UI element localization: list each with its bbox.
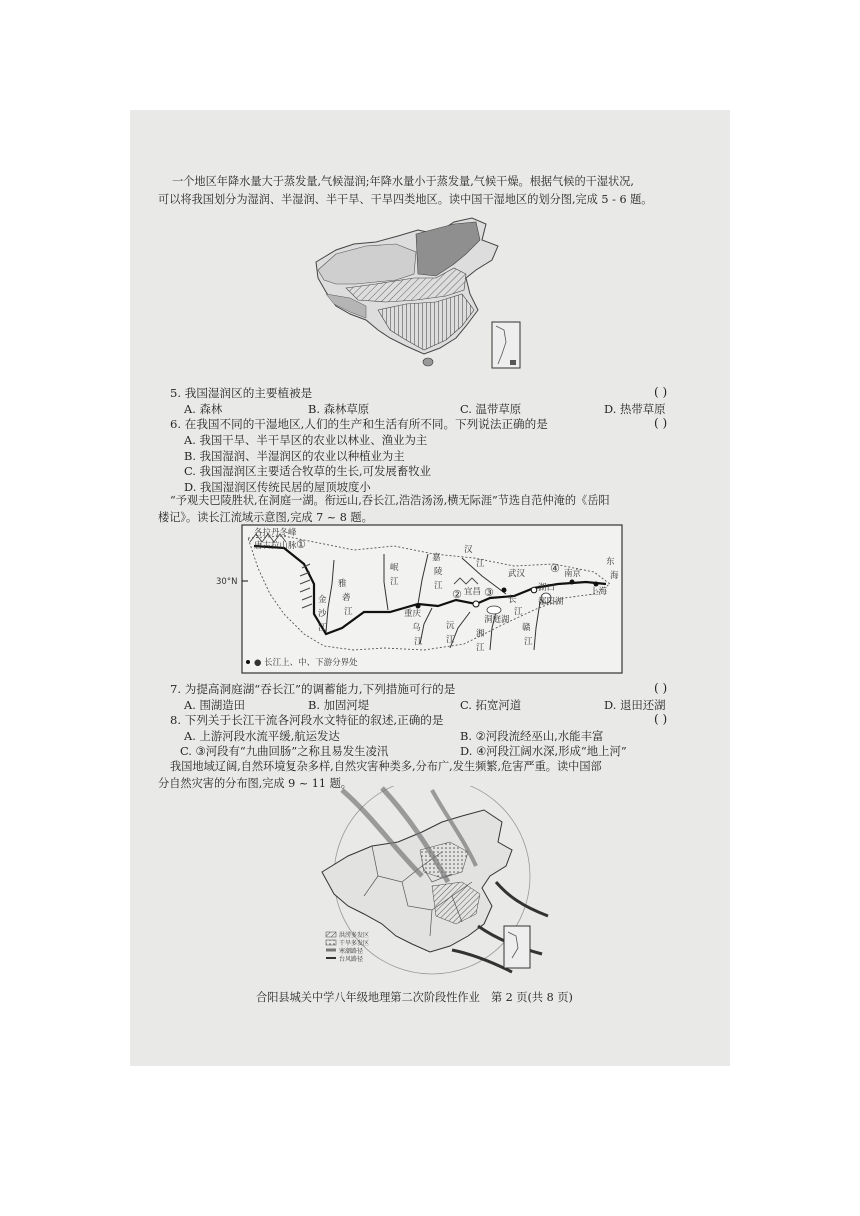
passage2-line2: 楼记》。读长江流域示意图,完成 7 ~ 8 题。 (158, 511, 373, 524)
label-yuan-2: 江 (446, 635, 455, 645)
legend-swatch-flood (326, 932, 336, 937)
hukou-dot (531, 587, 537, 593)
yichang-dot (473, 601, 479, 607)
label-xiang-2: 江 (476, 643, 485, 653)
q6-option-a: A. 我国干旱、半干旱区的农业以林业、渔业为主 (184, 433, 428, 447)
label-wuhan: 武汉 (508, 569, 526, 579)
label-chongqing: 重庆 (404, 609, 422, 619)
label-dongting: 洞庭湖 (484, 615, 510, 625)
label-donghai-2: 海 (610, 571, 619, 581)
q5-option-a: A. 森林 (184, 402, 223, 416)
passage1-line2: 可以将我国划分为湿润、半湿润、半干旱、干旱四类地区。读中国干湿地区的划分图,完成 5 - 6 题。 (158, 193, 653, 206)
q7-option-b: B. 加固河堤 (308, 698, 370, 712)
label-yuan-1: 沅 (446, 621, 455, 631)
legend-dot (246, 660, 250, 664)
q5-stem: 5. 我国湿润区的主要植被是 (170, 386, 313, 400)
label-wu-2: 江 (414, 637, 423, 647)
label-han-2: 江 (476, 559, 485, 569)
label-xiang-1: 湘 (476, 629, 485, 639)
q7-answer-paren: ( ) (654, 681, 668, 695)
label-jinsha-1: 金 (318, 595, 327, 605)
inset-scale (510, 360, 516, 365)
label-section-1: ① (296, 538, 306, 551)
map-legend: ● 长江上、中、下游分界处 (254, 658, 358, 668)
label-gan-2: 江 (524, 637, 533, 647)
passage2-line1: “予观夫巴陵胜状,在洞庭一湖。衔远山,吞长江,浩浩汤汤,横无际涯”节选自范仲淹的《岳阳 (170, 494, 610, 507)
wuhan-dot (502, 588, 507, 593)
yangtze-basin-map (214, 524, 624, 674)
legend-typhoon: 台风路径 (339, 956, 364, 963)
q6-option-c: C. 我国湿润区主要适合牧草的生长,可发展畜牧业 (184, 464, 431, 478)
passage3-line1: 我国地域辽阔,自然环境复杂多样,自然灾害种类多,分布广,发生频繁,危害严重。读中国部 (170, 760, 602, 773)
label-geladandong: 各拉丹冬峰 (254, 528, 297, 538)
q5-answer-paren: ( ) (654, 385, 668, 399)
typhoon-path-3 (452, 950, 512, 972)
q7-option-d: D. 退田还湖 (604, 698, 666, 712)
label-jialing-1: 嘉 (432, 553, 441, 563)
passage3-line2: 分自然灾害的分布图,完成 9 ~ 11 题。 (158, 777, 352, 790)
chongqing-dot (416, 604, 421, 609)
label-tanggula: 唐古拉山脉 (254, 541, 297, 551)
hainan-island (423, 358, 433, 366)
q5-option-c: C. 温带草原 (460, 402, 522, 416)
q8-stem: 8. 下列关于长江干流各河段水文特征的叙述,正确的是 (170, 713, 444, 727)
q6-option-d: D. 我国湿润区传统民居的屋顶坡度小 (184, 480, 371, 494)
nanjing-dot (570, 580, 575, 585)
q6-stem: 6. 在我国不同的干湿地区,人们的生产和生活有所不同。下列说法正确的是 (170, 417, 548, 431)
legend-drought: 干旱多发区 (339, 940, 370, 947)
label-chang-1: 长 (508, 595, 517, 605)
q6-answer-paren: ( ) (654, 416, 668, 430)
document-page (130, 110, 730, 1066)
q6-option-b: B. 我国湿润、半湿润区的农业以种植业为主 (184, 449, 405, 463)
label-yichang: 宜昌 (464, 587, 482, 597)
label-gan-1: 赣 (522, 623, 531, 633)
label-section-3: ③ (484, 586, 494, 599)
china-disaster-map (312, 786, 552, 976)
passage1-line1: 一个地区年降水量大于蒸发量,气候湿润;年降水量小于蒸发量,气候干燥。根据气候的干湿状况, (172, 175, 634, 188)
label-han-1: 汉 (464, 545, 473, 555)
label-hukou: 湖口 (538, 583, 556, 593)
shanghai-dot (594, 582, 599, 587)
label-jinsha-2: 沙 (318, 609, 327, 619)
q5-option-b: B. 森林草原 (308, 402, 370, 416)
label-chang-2: 江 (514, 607, 523, 617)
page-footer: 合阳县城关中学八年级地理第二次阶段性作业 第 2 页(共 8 页) (256, 991, 573, 1004)
label-jinsha-3: 江 (318, 623, 327, 633)
label-poyang: 鄱阳湖 (538, 597, 564, 607)
label-wu-1: 乌 (412, 623, 421, 633)
legend-flood: 洪涝多发区 (339, 932, 370, 939)
label-section-2: ② (452, 588, 462, 601)
q7-stem: 7. 为提高洞庭湖“吞长江”的调蓄能力,下列措施可行的是 (170, 682, 456, 696)
label-nanjing: 南京 (564, 569, 582, 579)
label-min-2: 江 (390, 577, 399, 587)
q5-option-d: D. 热带草原 (604, 402, 666, 416)
label-jialing-2: 陵 (434, 567, 443, 577)
label-yalong-2: 砻 (342, 593, 351, 603)
q8-answer-paren: ( ) (654, 712, 668, 726)
label-section-4: ④ (550, 562, 560, 575)
china-dryness-map (306, 214, 536, 374)
q7-option-c: C. 拓宽河道 (460, 698, 522, 712)
label-jialing-3: 江 (434, 581, 443, 591)
q8-option-b: B. ②河段流经巫山,水能丰富 (460, 729, 604, 743)
q8-option-d: D. ④河段江阔水深,形成“地上河” (460, 744, 627, 758)
dongting-lake (487, 606, 501, 614)
label-yalong-3: 江 (344, 607, 353, 617)
label-donghai-1: 东 (606, 557, 615, 567)
label-30n: 30°N (216, 577, 238, 587)
dry-region (318, 244, 416, 284)
typhoon-path-1 (496, 882, 548, 916)
label-shanghai: 上海 (590, 587, 608, 597)
q8-option-a: A. 上游河段水流平缓,航运发达 (184, 729, 340, 743)
q8-option-c: C. ③河段有“九曲回肠”之称且易发生凌汛 (180, 744, 389, 758)
legend-swatch-drought (326, 940, 336, 945)
label-yalong-1: 雅 (338, 579, 347, 589)
label-min-1: 岷 (390, 563, 399, 573)
legend-coldwave: 寒潮路径 (339, 948, 364, 955)
q7-option-a: A. 围湖造田 (184, 698, 246, 712)
